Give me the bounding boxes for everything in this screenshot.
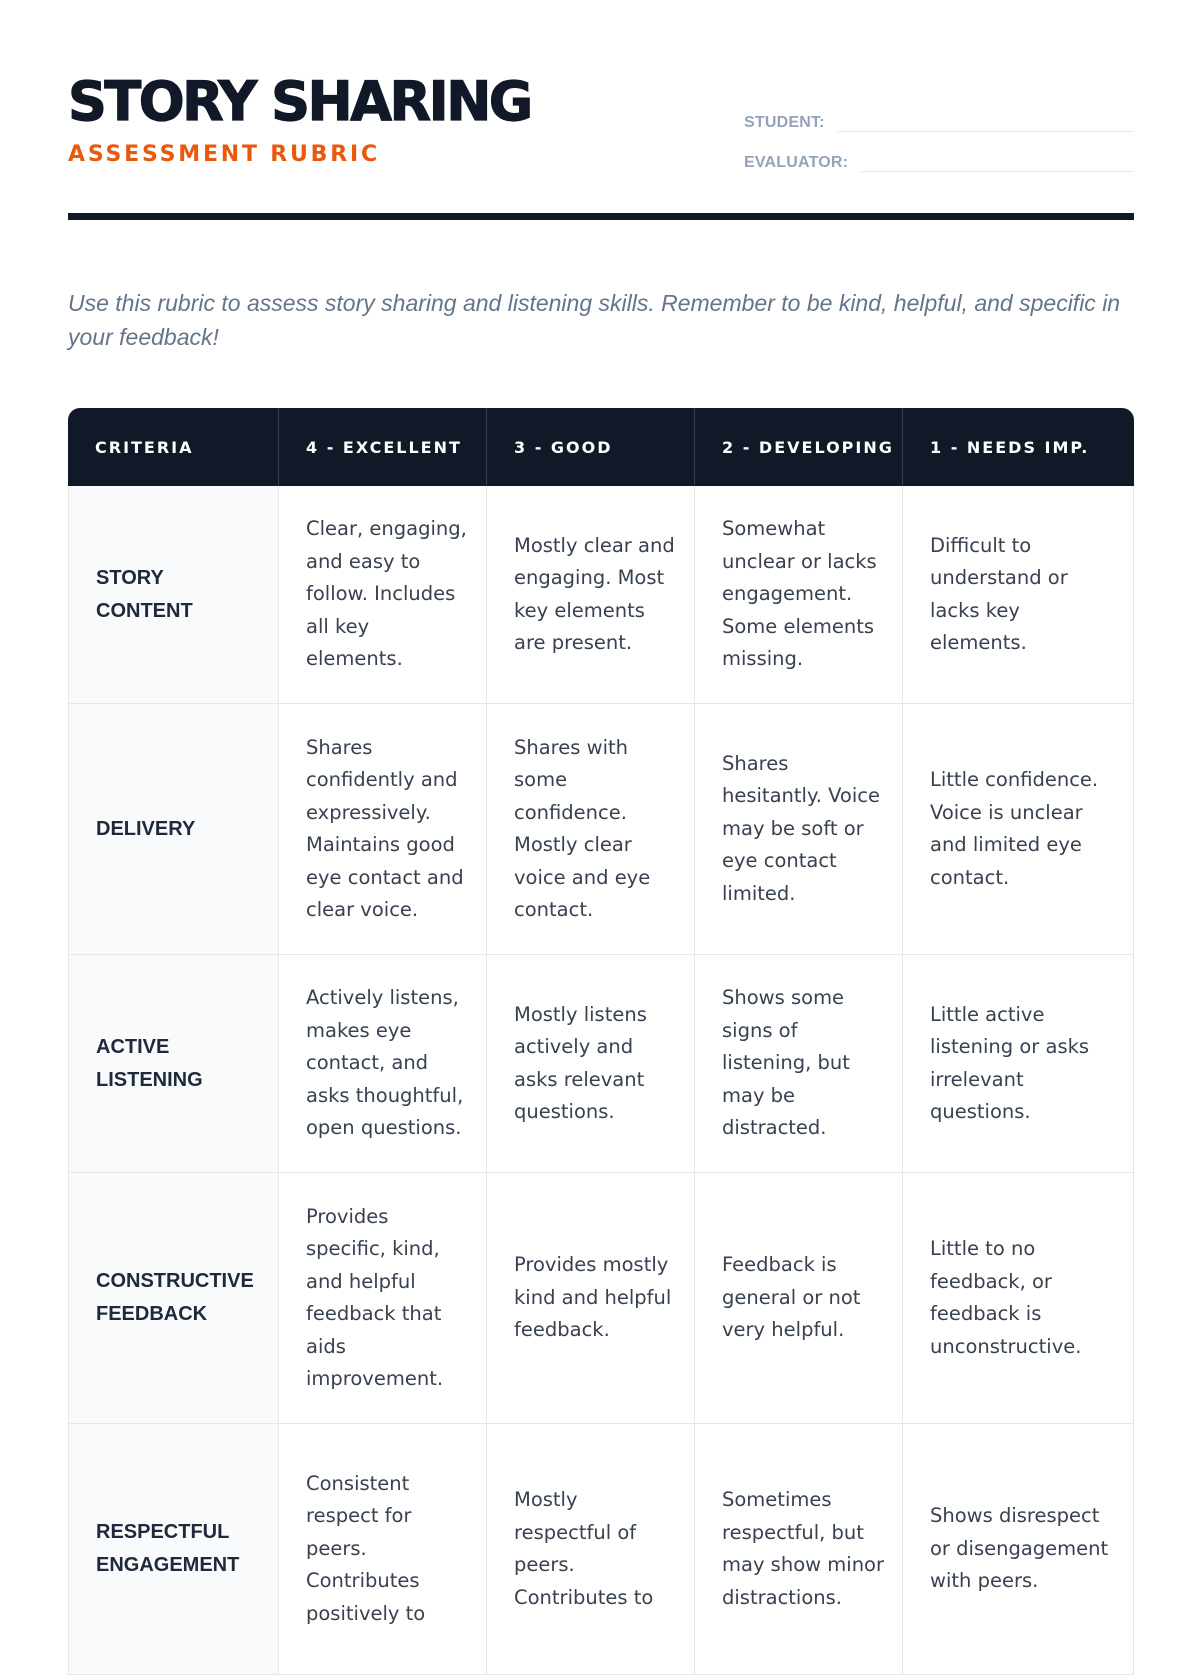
table-cell: Clear, engaging, and easy to follow. Includes all key elements. [278, 486, 486, 704]
column-header-good: 3 - GOOD [486, 408, 694, 486]
criteria-cell: STORY CONTENT [68, 486, 278, 704]
header-divider [68, 213, 1134, 220]
table-row [68, 704, 1134, 955]
table-cell: Mostly listens actively and asks relevant questions. [486, 955, 694, 1173]
column-header-criteria: CRITERIA [68, 408, 278, 486]
table-cell: Sometimes respectful, but may show minor distractions. [694, 1424, 902, 1675]
table-cell: Difficult to understand or lacks key elements. [902, 486, 1134, 704]
table-header-row [68, 408, 1134, 486]
page-header [68, 0, 1134, 220]
evaluator-field[interactable] [860, 151, 1134, 172]
student-field[interactable] [837, 111, 1134, 132]
table-cell: Little to no feedback, or feedback is unconstructive. [902, 1173, 1134, 1424]
table-cell: Little active listening or asks irrelevant questions. [902, 955, 1134, 1173]
column-header-excellent: 4 - EXCELLENT [278, 408, 486, 486]
column-header-developing: 2 - DEVELOPING [694, 408, 902, 486]
page-title: STORY SHARING [68, 70, 531, 133]
table-cell: Shares hesitantly. Voice may be soft or eye contact limited. [694, 704, 902, 955]
table-cell: Consistent respect for peers. Contributes positively to [278, 1424, 486, 1675]
table-row [68, 1173, 1134, 1424]
table-cell: Provides specific, kind, and helpful feedback that aids improvement. [278, 1173, 486, 1424]
table-row [68, 955, 1134, 1173]
table-cell: Mostly respectful of peers. Contributes to [486, 1424, 694, 1675]
criteria-cell: CONSTRUCTIVE FEEDBACK [68, 1173, 278, 1424]
student-row [744, 108, 1134, 132]
table-cell: Somewhat unclear or lacks engagement. Some elements missing. [694, 486, 902, 704]
table-cell: Provides mostly kind and helpful feedback. [486, 1173, 694, 1424]
page-subtitle: ASSESSMENT RUBRIC [68, 142, 380, 167]
table-cell: Shows some signs of listening, but may be distracted. [694, 955, 902, 1173]
table-cell: Mostly clear and engaging. Most key elements are present. [486, 486, 694, 704]
intro-text: Use this rubric to assess story sharing and listening skills. Remember to be kind, helpful, and specific in your feedback! [68, 290, 1121, 350]
table-cell: Shares with some confidence. Mostly clear voice and eye contact. [486, 704, 694, 955]
meta-fields [744, 108, 1134, 188]
table-cell: Shares confidently and expressively. Maintains good eye contact and clear voice. [278, 704, 486, 955]
criteria-cell: RESPECTFUL ENGAGEMENT [68, 1424, 278, 1675]
rubric-table [68, 408, 1134, 1675]
student-label: STUDENT: [744, 114, 825, 131]
table-cell: Little confidence. Voice is unclear and limited eye contact. [902, 704, 1134, 955]
table-cell: Feedback is general or not very helpful. [694, 1173, 902, 1424]
criteria-cell: DELIVERY [68, 704, 278, 955]
criteria-cell: ACTIVE LISTENING [68, 955, 278, 1173]
evaluator-row [744, 148, 1134, 172]
table-row [68, 486, 1134, 704]
table-row [68, 1424, 1134, 1675]
column-header-needs-improvement: 1 - NEEDS IMP. [902, 408, 1134, 486]
rubric-page [68, 0, 1134, 1625]
table-cell: Shows disrespect or disengagement with peers. [902, 1424, 1134, 1675]
table-cell: Actively listens, makes eye contact, and asks thoughtful, open questions. [278, 955, 486, 1173]
evaluator-label: EVALUATOR: [744, 154, 849, 171]
